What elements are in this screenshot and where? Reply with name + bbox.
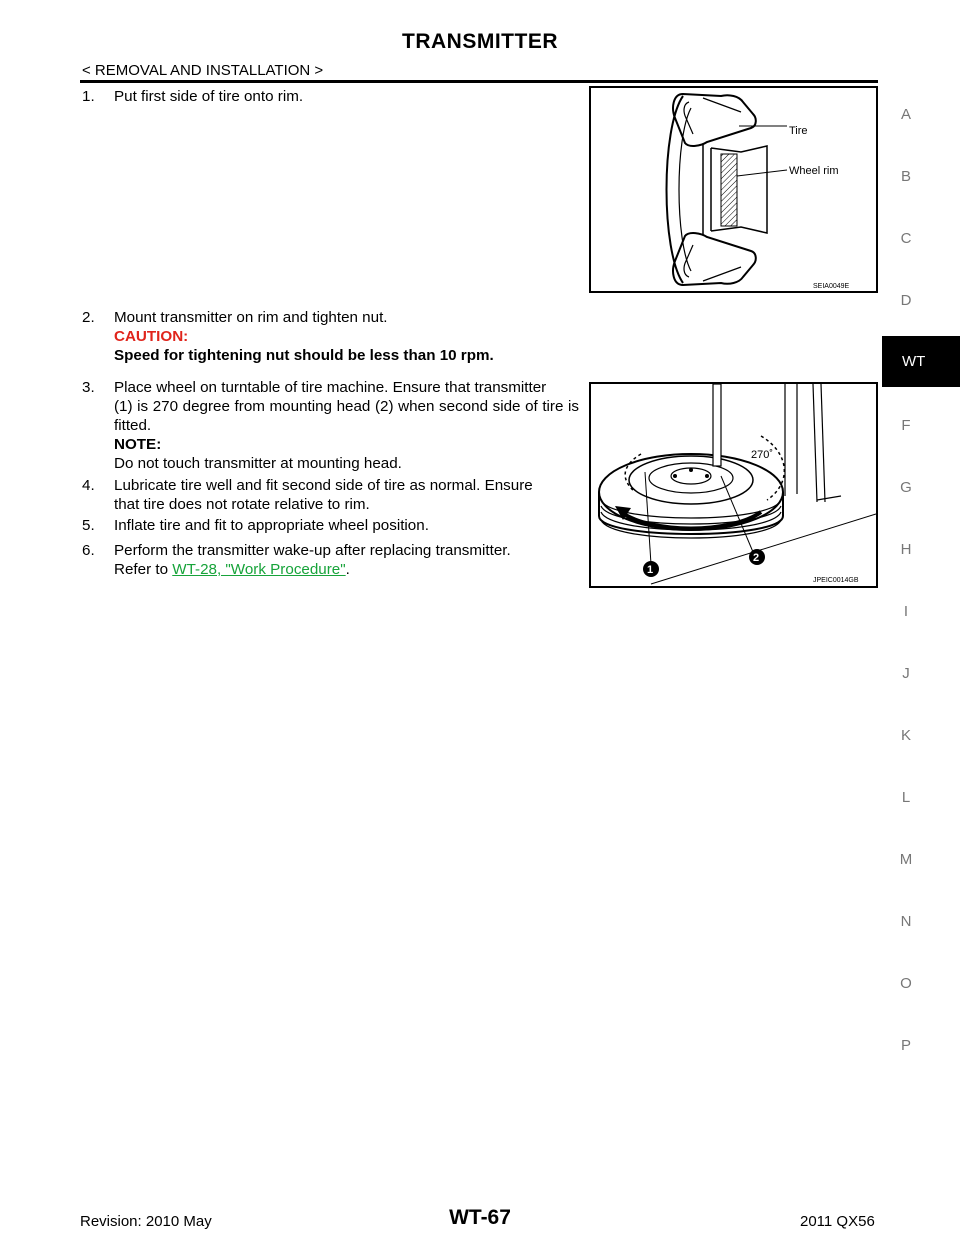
label-tire: Tire [789, 125, 808, 137]
refer-prefix: Refer to [114, 561, 173, 578]
index-letter-g[interactable]: G [900, 479, 912, 496]
index-tab-active[interactable]: WT [882, 336, 960, 387]
step-text-continued: that tire does not rotate relative to rim. [114, 496, 370, 513]
index-letter-b[interactable]: B [900, 168, 911, 185]
index-letter-p[interactable]: P [900, 1037, 911, 1054]
step-text: Inflate tire and fit to appropriate wheel position. [114, 517, 429, 534]
page-title: TRANSMITTER [402, 30, 558, 53]
step-5 [82, 516, 579, 535]
step-number: 6. [82, 542, 95, 559]
callout-1: 1 [647, 564, 654, 576]
index-letter-o[interactable]: O [900, 975, 912, 992]
page-number: WT-67 [449, 1206, 511, 1229]
tire-rim-illustration [591, 88, 876, 291]
work-procedure-link[interactable]: WT-28, "Work Procedure" [172, 561, 346, 578]
callout-2: 2 [753, 552, 760, 564]
step-text: Place wheel on turntable of tire machine. Ensure that transmitter [114, 379, 547, 396]
figure-tire-cross-section [589, 86, 878, 293]
figure-id: SEIA0049E [813, 283, 850, 290]
step-number: 1. [82, 88, 95, 105]
index-letter-j[interactable]: J [902, 665, 910, 682]
step-number: 4. [82, 477, 95, 494]
index-letter-i[interactable]: I [903, 603, 909, 620]
figure-tire-machine [589, 382, 878, 588]
index-letter-f[interactable]: F [901, 417, 911, 434]
index-letter-l[interactable]: L [901, 789, 911, 806]
step-number: 3. [82, 379, 95, 396]
label-wheel-rim: Wheel rim [789, 165, 839, 177]
section-breadcrumb: < REMOVAL AND INSTALLATION > [82, 62, 324, 79]
index-letter-a[interactable]: A [900, 106, 911, 123]
step-1 [82, 87, 579, 106]
figure-id: JPEIC0014GB [813, 577, 859, 584]
step-number: 5. [82, 517, 95, 534]
step-6 [82, 541, 579, 579]
index-letter-h[interactable]: H [900, 541, 912, 558]
header-rule [80, 80, 878, 83]
index-letter-c[interactable]: C [900, 230, 912, 247]
step-text-continued: (1) is 270 degree from mounting head (2) when second side of tire is fitted. [114, 398, 579, 434]
step-text: Put first side of tire onto rim. [114, 88, 304, 105]
index-letter-n[interactable]: N [900, 913, 912, 930]
refer-suffix: . [345, 561, 350, 578]
tire-machine-illustration [591, 384, 876, 586]
caution-text: Speed for tightening nut should be less than 10 rpm. [114, 347, 494, 364]
note-label: NOTE: [114, 436, 162, 453]
side-index [880, 0, 960, 1242]
index-letter-k[interactable]: K [900, 727, 911, 744]
step-3 [82, 378, 579, 473]
model-name: 2011 QX56 [800, 1213, 875, 1230]
step-text: Lubricate tire well and fit second side of tire as normal. Ensure [114, 477, 533, 494]
step-2 [82, 308, 579, 365]
index-letter-m[interactable]: M [899, 851, 913, 868]
note-text: Do not touch transmitter at mounting head. [114, 455, 402, 472]
angle-label: 270˚ [751, 449, 774, 461]
revision-date: Revision: 2010 May [80, 1213, 212, 1230]
caution-label: CAUTION: [114, 328, 189, 345]
index-letter-d[interactable]: D [900, 292, 912, 309]
step-text: Perform the transmitter wake-up after replacing transmitter. [114, 542, 511, 559]
step-text: Mount transmitter on rim and tighten nut. [114, 309, 388, 326]
step-4 [82, 476, 579, 514]
step-number: 2. [82, 309, 95, 326]
